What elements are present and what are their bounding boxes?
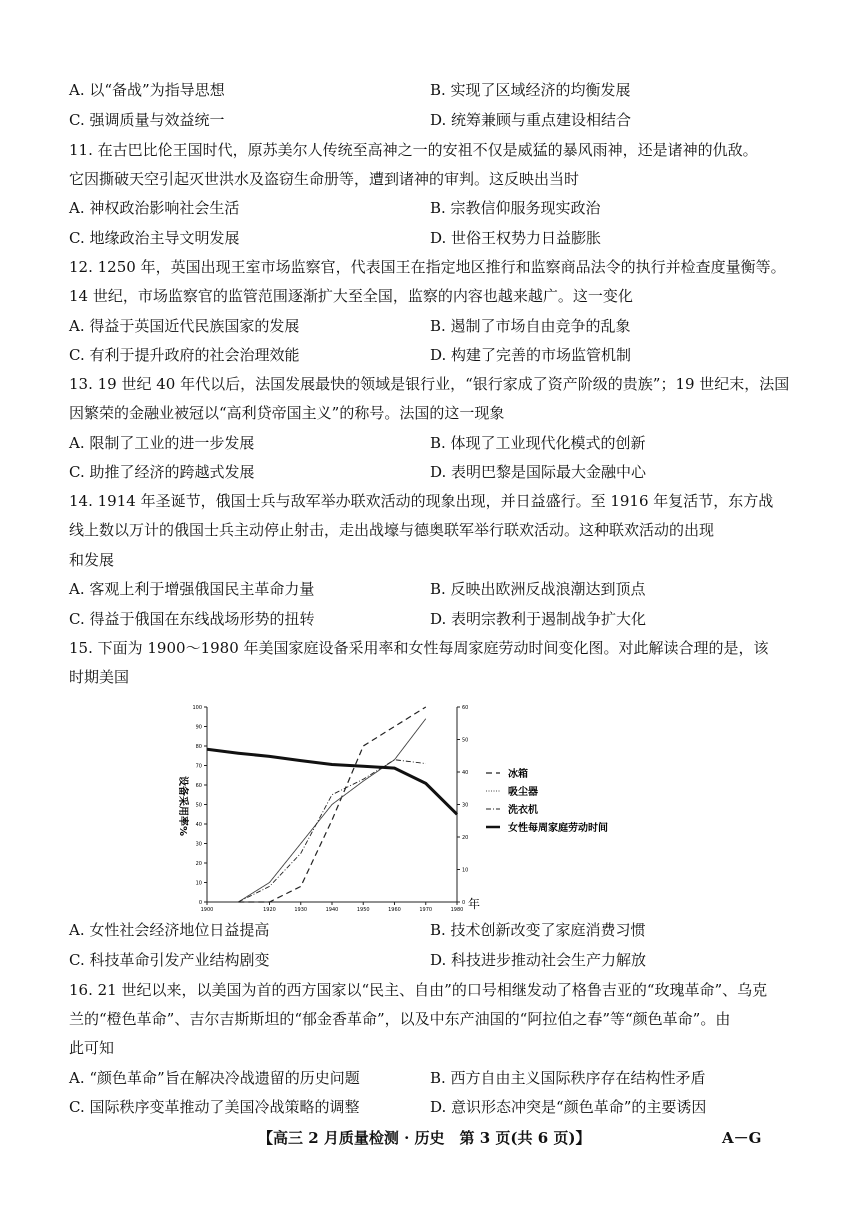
q15-option-b: B. 技术创新改变了家庭消费习惯 (430, 921, 646, 939)
q16-stem-line3: 此可知 (69, 1039, 115, 1057)
left-tick-label: 80 (195, 744, 202, 750)
q14-option-d: D. 表明宗教利于遏制战争扩大化 (430, 610, 647, 628)
q15-stem-line2: 时期美国 (69, 668, 130, 686)
q11-option-a: A. 神权政治影响社会生活 (69, 199, 240, 217)
x-tick-label: 1950 (356, 907, 370, 913)
q10-option-d: D. 统筹兼顾与重点建设相结合 (430, 111, 632, 129)
legend-label-vacuum-cleaner: 吸尘器 (508, 787, 538, 798)
q16-stem-line2: 兰的“橙色革命”、吉尔吉斯斯坦的“郁金香革命”，以及中东产油国的“阿拉伯之春”等“颜色革命”。由 (69, 1010, 731, 1028)
q13-option-c: C. 助推了经济的跨越式发展 (69, 463, 255, 481)
left-tick-label: 90 (195, 724, 202, 731)
q16-option-b: B. 西方自由主义国际秩序存在结构性矛盾 (430, 1069, 706, 1087)
right-tick-label: 20 (462, 835, 469, 841)
left-tick-label: 40 (195, 822, 202, 828)
left-tick-label: 0 (198, 900, 202, 906)
page-footer: 【高三 2 月质量检测 · 历史 第 3 页(共 6 页)】 (258, 1129, 591, 1147)
right-tick-label: 40 (462, 770, 469, 776)
q13-option-a: A. 限制了工业的进一步发展 (69, 434, 255, 452)
q10-option-c: C. 强调质量与效益统一 (69, 111, 225, 129)
q14-stem-line3: 和发展 (69, 551, 115, 569)
series-line-vacuum-cleaner (238, 719, 425, 902)
x-tick-label: 1930 (294, 907, 308, 913)
legend-label-housework-hours: 女性每周家庭劳动时间 (508, 823, 608, 834)
chart-legend (486, 767, 608, 834)
q14-option-a: A. 客观上利于增强俄国民主革命力量 (69, 580, 315, 598)
q14-stem-line2: 线上数以万计的俄国士兵主动停止射击，走出战壕与德奥联军举行联欢活动。这种联欢活动的出现 (69, 521, 715, 539)
q13-option-b: B. 体现了工业现代化模式的创新 (430, 434, 646, 452)
x-tick-label: 1970 (419, 907, 433, 913)
right-tick-label: 30 (462, 802, 469, 809)
q12-stem-line1: 12. 1250 年，英国出现王室市场监察官，代表国王在指定地区推行和监察商品法令的执行并检查度量衡等。 (69, 258, 786, 276)
q15-option-c: C. 科技革命引发产业结构剧变 (69, 951, 270, 969)
q11-option-b: B. 宗教信仰服务现实政治 (430, 199, 601, 217)
q14-option-b: B. 反映出欧洲反战浪潮达到顶点 (430, 580, 646, 598)
q13-option-d: D. 表明巴黎是国际最大金融中心 (430, 463, 647, 481)
x-tick-label: 1940 (325, 907, 339, 913)
q15-stem-line1: 15. 下面为 1900～1980 年美国家庭设备采用率和女性每周家庭劳动时间变化图。对此解读合理的是，该 (69, 639, 769, 657)
q11-option-d: D. 世俗王权势力日益膨胀 (430, 229, 602, 247)
right-tick-label: 10 (462, 867, 469, 874)
right-tick-label: 60 (462, 705, 469, 711)
q15-option-d: D. 科技进步推动社会生产力解放 (430, 951, 647, 969)
q14-option-c: C. 得益于俄国在东线战场形势的扭转 (69, 610, 315, 628)
left-tick-label: 60 (195, 783, 202, 789)
legend-label-washing-machine: 洗衣机 (508, 805, 538, 816)
q11-stem-line2: 它因撕破天空引起灭世洪水及盗窃生命册等，遭到诸神的审判。这反映出当时 (69, 170, 580, 188)
q14-stem-line1: 14. 1914 年圣诞节，俄国士兵与敌军举办联欢活动的现象出现，并日益盛行。至 1916 年复活节，东方战 (69, 492, 774, 510)
q12-option-c: C. 有利于提升政府的社会治理效能 (69, 346, 300, 364)
x-tick-label: 1980 (450, 907, 464, 913)
q16-option-c: C. 国际秩序变革推动了美国冷战策略的调整 (69, 1098, 360, 1116)
chart-series (207, 707, 457, 902)
chart-y-axis-label: 设备采用率% (177, 775, 188, 837)
x-tick-label: 1960 (388, 907, 401, 913)
q16-option-d: D. 意识形态冲突是“颜色革命”的主要诱因 (430, 1098, 707, 1116)
q13-stem-line2: 因繁荣的金融业被冠以“高利贷帝国主义”的称号。法国的这一现象 (69, 404, 505, 422)
q10-option-a: A. 以“备战”为指导思想 (69, 81, 225, 99)
q10-option-b: B. 实现了区域经济的均衡发展 (430, 81, 631, 99)
legend-label-refrigerator: 冰箱 (508, 769, 528, 780)
q12-option-a: A. 得益于英国近代民族国家的发展 (69, 317, 300, 335)
left-tick-label: 30 (195, 841, 202, 848)
q15-option-a: A. 女性社会经济地位日益提高 (69, 921, 270, 939)
left-tick-label: 20 (195, 861, 202, 867)
q12-stem-line2: 14 世纪，市场监察官的监管范围逐渐扩大至全国，监察的内容也越来越广。这一变化 (69, 287, 633, 305)
left-tick-label: 70 (195, 763, 202, 770)
q12-option-b: B. 遏制了市场自由竞争的乱象 (430, 317, 631, 335)
q16-stem-line1: 16. 21 世纪以来，以美国为首的西方国家以“民主、自由”的口号相继发动了格鲁吉亚的“玫瑰革命”、乌克 (69, 981, 768, 999)
left-tick-label: 50 (195, 802, 202, 809)
q11-option-c: C. 地缘政治主导文明发展 (69, 229, 240, 247)
paper-code: A－G (722, 1129, 762, 1147)
left-tick-label: 100 (192, 705, 202, 711)
appliance-adoption-line-chart (160, 694, 660, 916)
series-line-washing-machine (238, 760, 425, 902)
q11-stem-line1: 11. 在古巴比伦王国时代，原苏美尔人传统至高神之一的安祖不仅是威猛的暴风雨神，还是诸神的仇敌。 (69, 141, 758, 159)
q16-option-a: A. “颜色革命”旨在解决冷战遗留的历史问题 (69, 1069, 360, 1087)
q13-stem-line1: 13. 19 世纪 40 年代以后，法国发展最快的领域是银行业，“银行家成了资产阶级的贵族”；19 世纪末，法国 (69, 375, 790, 393)
x-tick-label: 1900 (200, 907, 214, 913)
x-tick-label: 1920 (263, 907, 276, 913)
chart-axes (204, 707, 460, 905)
left-tick-label: 10 (195, 880, 202, 887)
chart-tick-labels (192, 705, 468, 913)
right-tick-label: 0 (462, 900, 466, 906)
right-tick-label: 50 (462, 737, 469, 744)
chart-x-axis-unit: 年 (468, 897, 481, 911)
q12-option-d: D. 构建了完善的市场监管机制 (430, 346, 632, 364)
